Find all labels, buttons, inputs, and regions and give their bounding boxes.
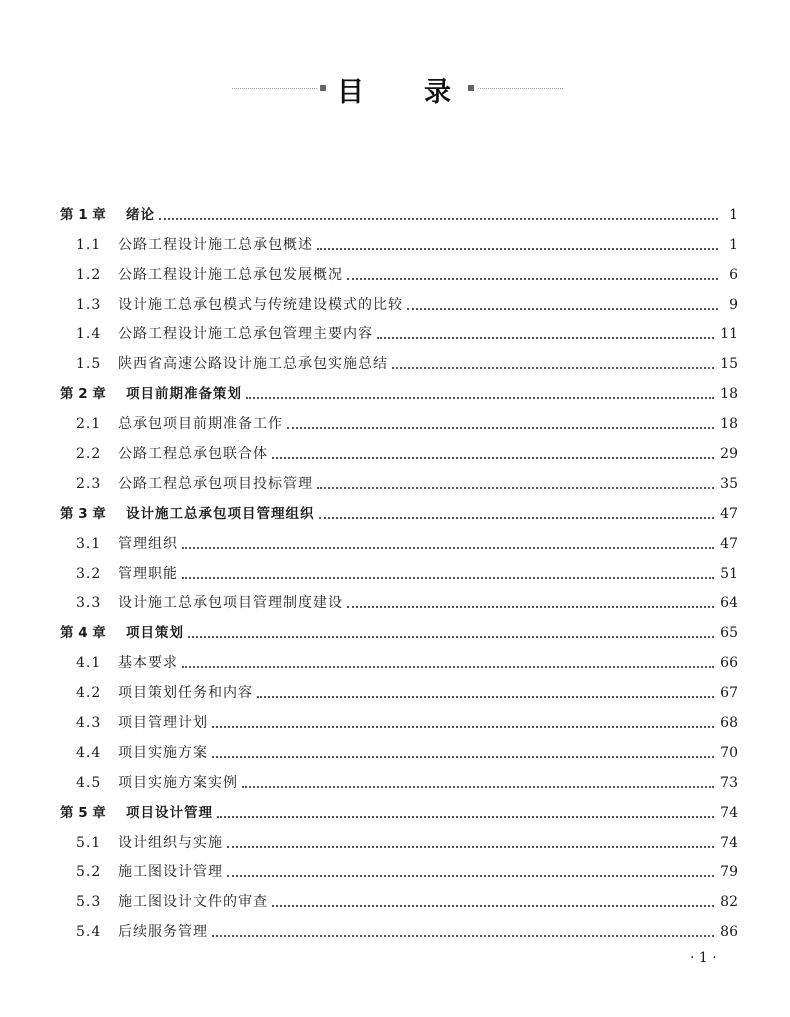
dot-leader	[347, 606, 714, 608]
entry-title: 施工图设计管理	[118, 864, 223, 881]
entry-page: 18	[720, 386, 738, 403]
toc-section-entry[interactable]	[60, 674, 738, 704]
entry-title: 项目实施方案实例	[118, 774, 238, 791]
dot-leader	[407, 308, 718, 310]
heading-char-2: 录	[424, 77, 451, 108]
entry-number: 5.2	[76, 864, 102, 881]
entry-number: 1.2	[76, 266, 102, 283]
entry-page: 66	[720, 655, 738, 672]
entry-number: 5.3	[76, 894, 102, 911]
entry-title: 项目实施方案	[118, 744, 208, 761]
dot-leader	[317, 487, 714, 489]
dot-leader	[212, 726, 714, 728]
entry-title: 项目设计管理	[126, 804, 213, 821]
toc-section-entry[interactable]	[60, 913, 738, 943]
entry-title: 后续服务管理	[118, 924, 208, 941]
entry-page: 65	[720, 625, 738, 642]
toc-section-entry[interactable]	[60, 465, 738, 495]
toc-section-entry[interactable]	[60, 824, 738, 854]
toc-chapter-entry[interactable]	[60, 196, 738, 226]
entry-page: 82	[720, 894, 738, 911]
entry-page: 15	[720, 356, 738, 373]
entry-number: 4.4	[76, 744, 102, 761]
entry-title: 管理组织	[118, 535, 178, 552]
toc-section-entry[interactable]	[60, 883, 738, 913]
entry-title: 基本要求	[118, 655, 178, 672]
entry-title: 管理职能	[118, 565, 178, 582]
toc-chapter-entry[interactable]	[60, 614, 738, 644]
entry-number: 2.1	[76, 416, 102, 433]
toc-section-entry[interactable]	[60, 525, 738, 555]
entry-page: 11	[720, 326, 738, 343]
entry-page: 74	[720, 834, 738, 851]
entry-number: 5.4	[76, 924, 102, 941]
toc-section-entry[interactable]	[60, 854, 738, 884]
entry-title: 项目前期准备策划	[126, 386, 242, 403]
toc-chapter-entry[interactable]	[60, 495, 738, 525]
entry-number: 第 2 章	[60, 386, 106, 403]
entry-number: 2.2	[76, 446, 102, 463]
entry-title: 公路工程设计施工总承包概述	[118, 236, 313, 253]
dot-leader	[272, 905, 714, 907]
entry-page: 47	[720, 505, 738, 522]
dot-leader	[212, 935, 714, 937]
entry-page: 6	[729, 266, 738, 283]
entry-page: 67	[720, 685, 738, 702]
entry-title: 公路工程总承包项目投标管理	[118, 475, 313, 492]
dot-leader	[159, 218, 718, 220]
toc-section-entry[interactable]	[60, 345, 738, 375]
toc-section-entry[interactable]	[60, 764, 738, 794]
entry-number: 4.3	[76, 715, 102, 732]
toc-list	[60, 196, 738, 943]
entry-number: 4.1	[76, 655, 102, 672]
dot-leader	[182, 577, 714, 579]
dot-leader	[317, 248, 718, 250]
entry-title: 设计施工总承包模式与传统建设模式的比较	[118, 296, 403, 313]
entry-number: 2.3	[76, 475, 102, 492]
dot-leader	[246, 397, 714, 399]
dot-leader	[377, 337, 714, 339]
entry-title: 公路工程总承包联合体	[118, 446, 268, 463]
dot-leader	[188, 636, 714, 638]
dot-leader	[182, 547, 714, 549]
dot-leader	[227, 875, 714, 877]
entry-page: 86	[720, 924, 738, 941]
page-number: · 1 ·	[690, 950, 717, 966]
entry-title: 绪论	[126, 206, 155, 223]
heading-dot-right	[468, 85, 474, 91]
toc-section-entry[interactable]	[60, 704, 738, 734]
toc-section-entry[interactable]	[60, 316, 738, 346]
entry-title: 总承包项目前期准备工作	[118, 416, 283, 433]
entry-page: 79	[720, 864, 738, 881]
toc-section-entry[interactable]	[60, 734, 738, 764]
toc-section-entry[interactable]	[60, 256, 738, 286]
heading-rule-left	[232, 88, 317, 89]
entry-number: 1.5	[76, 356, 102, 373]
dot-leader	[227, 846, 714, 848]
heading-rule-right	[478, 88, 563, 89]
entry-number: 第 1 章	[60, 206, 106, 223]
toc-chapter-entry[interactable]	[60, 794, 738, 824]
entry-page: 74	[720, 804, 738, 821]
entry-page: 51	[720, 565, 738, 582]
dot-leader	[272, 457, 714, 459]
entry-page: 1	[729, 236, 738, 253]
dot-leader	[182, 666, 714, 668]
entry-page: 68	[720, 715, 738, 732]
entry-title: 设计施工总承包项目管理制度建设	[118, 595, 343, 612]
entry-number: 4.5	[76, 774, 102, 791]
toc-section-entry[interactable]	[60, 555, 738, 585]
entry-number: 3.1	[76, 535, 102, 552]
entry-page: 18	[720, 416, 738, 433]
dot-leader	[257, 696, 714, 698]
entry-page: 64	[720, 595, 738, 612]
entry-title: 项目管理计划	[118, 715, 208, 732]
toc-chapter-entry[interactable]	[60, 375, 738, 405]
dot-leader	[217, 816, 714, 818]
entry-page: 70	[720, 744, 738, 761]
entry-title: 陕西省高速公路设计施工总承包实施总结	[118, 356, 388, 373]
entry-number: 第 5 章	[60, 804, 106, 821]
entry-title: 项目策划任务和内容	[118, 685, 253, 702]
entry-number: 5.1	[76, 834, 102, 851]
toc-section-entry[interactable]	[60, 644, 738, 674]
entry-title: 设计施工总承包项目管理组织	[126, 505, 315, 522]
entry-number: 1.4	[76, 326, 102, 343]
entry-title: 项目策划	[126, 625, 184, 642]
heading-dot-left	[320, 85, 326, 91]
entry-number: 3.3	[76, 595, 102, 612]
toc-section-entry[interactable]	[60, 585, 738, 615]
dot-leader	[319, 517, 715, 519]
dot-leader	[242, 786, 714, 788]
dot-leader	[347, 278, 718, 280]
entry-title: 公路工程设计施工总承包管理主要内容	[118, 326, 373, 343]
entry-page: 1	[729, 206, 738, 223]
entry-number: 4.2	[76, 685, 102, 702]
heading-char-1: 目	[337, 77, 364, 108]
entry-number: 1.3	[76, 296, 102, 313]
toc-section-entry[interactable]	[60, 226, 738, 256]
entry-number: 1.1	[76, 236, 102, 253]
entry-number: 3.2	[76, 565, 102, 582]
entry-page: 35	[720, 475, 738, 492]
entry-number: 第 3 章	[60, 505, 106, 522]
toc-section-entry[interactable]	[60, 405, 738, 435]
toc-section-entry[interactable]	[60, 286, 738, 316]
entry-page: 9	[729, 296, 738, 313]
entry-page: 47	[720, 535, 738, 552]
entry-page: 73	[720, 774, 738, 791]
entry-title: 施工图设计文件的审查	[118, 894, 268, 911]
entry-number: 第 4 章	[60, 625, 106, 642]
entry-title: 公路工程设计施工总承包发展概况	[118, 266, 343, 283]
dot-leader	[287, 427, 714, 429]
toc-section-entry[interactable]	[60, 435, 738, 465]
entry-page: 29	[720, 446, 738, 463]
dot-leader	[212, 756, 714, 758]
entry-title: 设计组织与实施	[118, 834, 223, 851]
dot-leader	[392, 367, 714, 369]
